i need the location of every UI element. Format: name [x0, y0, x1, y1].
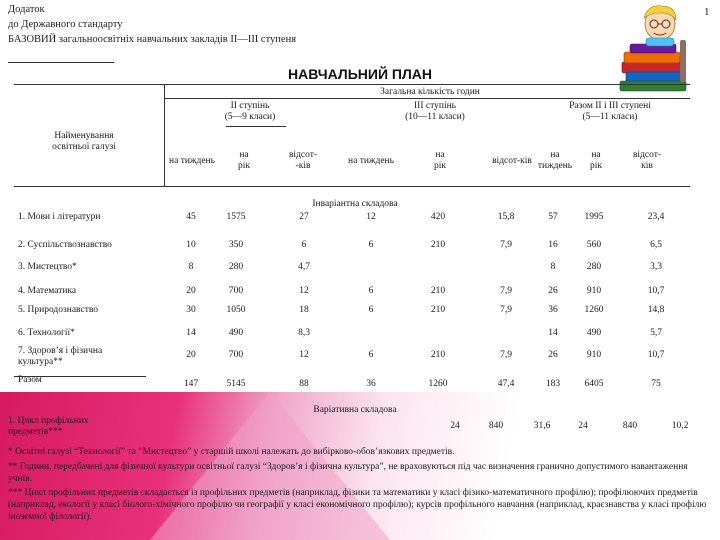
table-cell: 350	[228, 240, 244, 250]
table-cell: 8	[550, 262, 556, 272]
group-header-stage3: ІІІ ступінь (10—11 класи)	[405, 101, 465, 122]
table-cell: 210	[430, 240, 446, 250]
page-number: 1	[704, 6, 710, 18]
table-cell: 490	[586, 328, 602, 338]
table-cell: 23,4	[647, 212, 665, 222]
variative-section-label: Варіативна складова	[313, 405, 397, 415]
table-cell: 16	[548, 240, 558, 250]
table-cell: 27	[299, 212, 309, 222]
table-cell: 6	[368, 305, 374, 315]
subheader-g1-pct: відсот- -ків	[288, 150, 318, 171]
table-top-rule	[14, 84, 690, 85]
table-cell: 30	[186, 305, 196, 315]
table-cell: 75	[651, 379, 661, 389]
footnote-3: *** Цикл профільних предметів складається із профільних предметів (наприклад, фізики та математики у класі фізико-математичного профілю); профілюючих предметів (наприклад, екології у класі біолого-хімічного профілю чи географії у класі економічного профілю); курсів профільного навчання (наприклад, краєзнавства у класі профілю іноземної філології).	[8, 488, 707, 522]
table-row-label: 6. Технології*	[18, 328, 75, 338]
table-header-divider	[164, 84, 165, 186]
table-cell: 147	[183, 379, 199, 389]
table-cell: 20	[186, 350, 196, 360]
table-header-subrule	[226, 126, 286, 127]
table-cell: 7,9	[500, 286, 512, 296]
table-cell: 26	[548, 350, 558, 360]
table-cell: 14,8	[647, 305, 665, 315]
table-cell: 700	[228, 286, 244, 296]
table-cell: 5145	[226, 379, 246, 389]
table-cell: 57	[548, 212, 558, 222]
table-cell: 7,9	[500, 305, 512, 315]
group-header-total: Разом ІІ і ІІІ ступені (5—11 класи)	[569, 101, 651, 122]
table-cell: 6	[301, 240, 307, 250]
profile-cell: 24	[450, 421, 460, 431]
table-cell: 1260	[428, 379, 448, 389]
table-cell: 47,4	[497, 379, 515, 389]
table-cell: 910	[586, 350, 602, 360]
table-cell: 280	[228, 262, 244, 272]
table-cell: 1050	[226, 305, 246, 315]
table-cell: 7,9	[500, 240, 512, 250]
table-cell: 36	[366, 379, 376, 389]
footnote-1: * Освітні галузі “Технології” та “Мистецтво” у старшій школі належать до вибірково-обов’язкових предметів.	[8, 447, 455, 457]
profile-cell: 840	[488, 421, 504, 431]
table-cell: 490	[228, 328, 244, 338]
total-hours-header: Загальна кількість годин	[380, 87, 480, 97]
header-line-1: Додаток	[8, 4, 45, 15]
subheader-g1-year: на рік	[237, 150, 250, 171]
subheader-g2-week: на тиждень	[348, 156, 394, 166]
table-row-label: 5. Природознавство	[18, 305, 99, 315]
group-header-stage2: ІІ ступінь (5—9 класи)	[224, 101, 276, 122]
table-cell: 14	[548, 328, 558, 338]
profile-cell: 31,6	[533, 421, 551, 431]
table-cell: 4,7	[298, 262, 310, 272]
table-cell: 15,8	[497, 212, 515, 222]
profile-cell: 24	[578, 421, 588, 431]
table-cell: 8,3	[298, 328, 310, 338]
profile-row-label: 1. Цикл профільних предметів***	[8, 416, 89, 437]
table-cell: 12	[299, 350, 309, 360]
table-cell: 910	[586, 286, 602, 296]
table-cell: 10	[186, 240, 196, 250]
table-header-bottom-rule	[14, 186, 690, 187]
table-cell: 1260	[584, 305, 604, 315]
table-cell: 183	[545, 379, 561, 389]
table-cell: 12	[366, 212, 376, 222]
table-cell: 6,5	[650, 240, 662, 250]
table-cell: 6405	[584, 379, 604, 389]
table-cell: 10,7	[647, 350, 665, 360]
subheader-g3-week: на тиждень	[537, 150, 573, 171]
table-row-label: 2. Суспільствознавство	[18, 240, 112, 250]
subheader-g2-year: на рік	[433, 150, 446, 171]
table-cell: 7,9	[500, 350, 512, 360]
table-cell: 6	[368, 240, 374, 250]
subheader-g3-year: на рік	[589, 150, 602, 171]
header-line-3: БАЗОВИЙ загальноосвітніх навчальних закладів ІІ—ІІІ ступеня	[8, 34, 297, 45]
table-row-label: 3. Мистецтво*	[18, 262, 77, 272]
invariant-section-label: Інваріантна складова	[312, 199, 398, 209]
table-cell: 45	[186, 212, 196, 222]
page-title: НАВЧАЛЬНИЙ ПЛАН	[287, 66, 433, 82]
profile-cell: 840	[622, 421, 638, 431]
table-cell: 210	[430, 350, 446, 360]
header-rule	[8, 62, 114, 63]
table-cell: 560	[586, 240, 602, 250]
table-cell: 14	[186, 328, 196, 338]
table-header-rule	[164, 98, 690, 99]
table-cell: 210	[430, 305, 446, 315]
table-cell: 6	[368, 286, 374, 296]
table-cell: 280	[586, 262, 602, 272]
table-cell: 3,3	[650, 262, 662, 272]
table-cell: 5,7	[650, 328, 662, 338]
table-cell: 26	[548, 286, 558, 296]
profile-cell: 10,2	[671, 421, 689, 431]
table-cell: 10,7	[647, 286, 665, 296]
subheader-g2-pct: відсот-ків	[492, 156, 532, 166]
table-cell: 18	[299, 305, 309, 315]
table-row-label: Разом	[18, 375, 42, 385]
header-line-2: до Державного стандарту	[8, 19, 123, 30]
subheader-g1-week: на тиждень	[169, 156, 215, 166]
table-cell: 1575	[226, 212, 246, 222]
table-row-label: 4. Математика	[18, 286, 77, 296]
table-cell: 1995	[584, 212, 604, 222]
table-cell: 88	[299, 379, 309, 389]
table-cell: 20	[186, 286, 196, 296]
table-cell: 12	[299, 286, 309, 296]
table-cell: 210	[430, 286, 446, 296]
subject-column-header: Найменування освітньої галузі	[52, 131, 116, 152]
table-row-label: 7. Здоров’я і фізична культура**	[18, 346, 103, 367]
table-cell: 420	[430, 212, 446, 222]
table-cell: 36	[548, 305, 558, 315]
table-cell: 8	[188, 262, 194, 272]
subheader-g3-pct: відсот- ків	[632, 150, 662, 171]
footnote-2: ** Години, передбачені для фізичної культури освітньої галузі “Здоров’я і фізична культура”, не враховуються під час визначення гранично допустимого навантаження учнів.	[8, 462, 688, 484]
table-row-label: 1. Мови і літератури	[18, 212, 101, 222]
table-cell: 700	[228, 350, 244, 360]
table-cell: 6	[368, 350, 374, 360]
